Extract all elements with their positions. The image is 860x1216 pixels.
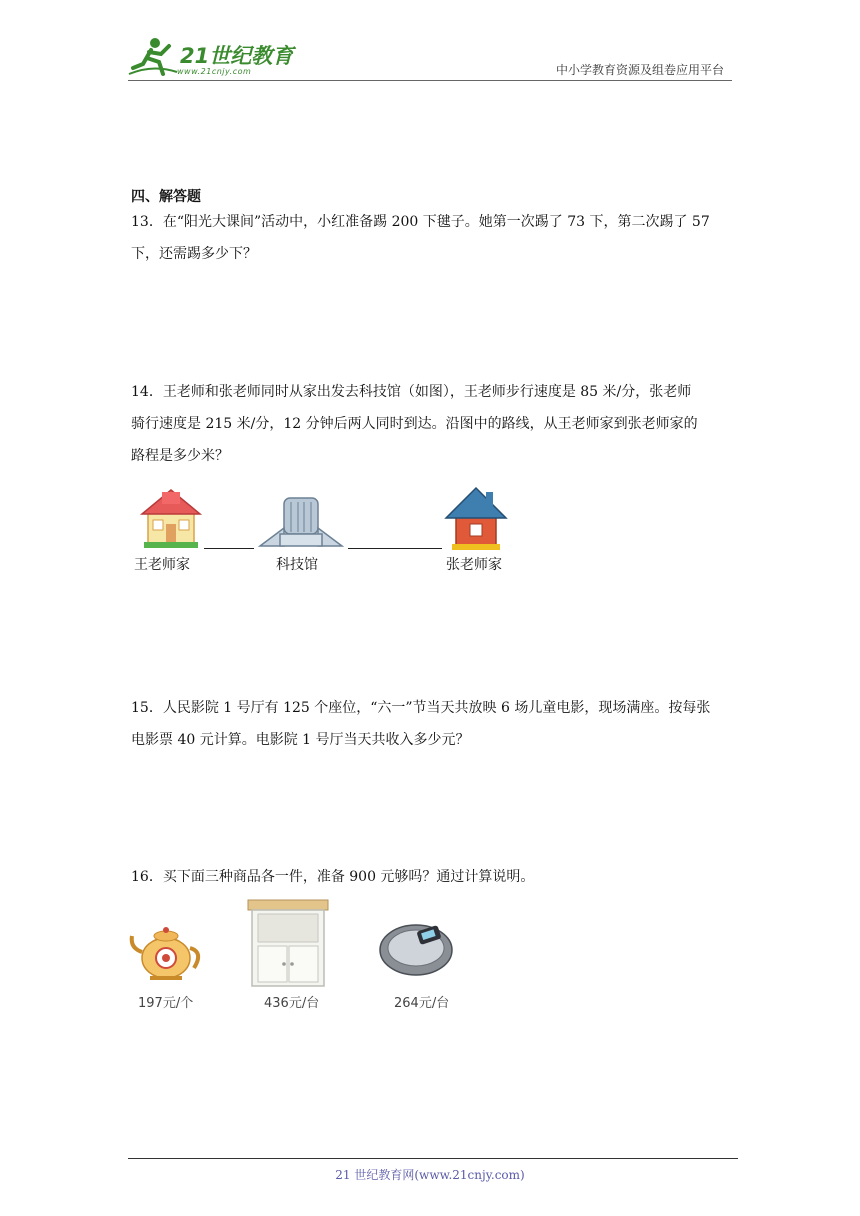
products-figure: [128, 898, 468, 1018]
cabinet-icon: [244, 898, 332, 990]
question-16: [131, 861, 534, 893]
question-14: [131, 376, 698, 472]
question-line: 16．买下面三种商品各一件，准备 900 元够吗？通过计算说明。: [131, 869, 535, 885]
logo-url: www.21cnjy.com: [177, 67, 252, 76]
route-figure: [130, 484, 530, 580]
question-line: 路程是多少米？: [131, 448, 229, 464]
question-line: 骑行速度是 215 米/分，12 分钟后两人同时到达。沿图中的路线，从王老师家到张老师家的: [131, 416, 698, 432]
teapot-icon: [128, 922, 204, 984]
price-cabinet: 436元/台: [264, 996, 320, 1011]
runner-logo-icon: [125, 34, 181, 80]
header-platform-text: 中小学教育资源及组卷应用平台: [555, 63, 724, 77]
question-line: 13．在“阳光大课间”活动中，小红准备踢 200 下毽子。她第一次踢了 73 下，第二次踢了 57: [131, 214, 710, 230]
road-segment-1: [204, 548, 254, 549]
route-label-zhang: 张老师家: [446, 557, 502, 573]
price-scale: 264元/台: [394, 996, 450, 1011]
question-line: 下，还需踢多少下？: [131, 246, 257, 262]
route-label-museum: 科技馆: [276, 557, 318, 573]
question-line: 14．王老师和张老师同时从家出发去科技馆（如图），王老师步行速度是 85 米/分，张老师: [131, 384, 692, 400]
house-icon: [444, 484, 508, 550]
question-15: [131, 692, 710, 756]
section-title: 四、解答题: [131, 189, 201, 205]
route-label-wang: 王老师家: [134, 557, 190, 573]
question-line: 15．人民影院 1 号厅有 125 个座位，“六一”节当天共放映 6 场儿童电影，现场满座。按每张: [131, 700, 711, 716]
road-segment-2: [348, 548, 442, 549]
logo-text: 21世纪教育: [180, 44, 294, 68]
house-icon: [138, 484, 204, 550]
footer-divider: [128, 1158, 738, 1159]
scale-icon: [376, 920, 456, 978]
building-icon: [256, 492, 346, 550]
header-divider: [128, 80, 732, 81]
question-13: [131, 206, 710, 270]
footer-text[interactable]: 21 世纪教育网(www.21cnjy.com): [335, 1168, 525, 1182]
price-teapot: 197元/个: [138, 996, 194, 1011]
question-line: 电影票 40 元计算。电影院 1 号厅当天共收入多少元？: [131, 732, 470, 748]
header-logo: [125, 34, 295, 80]
